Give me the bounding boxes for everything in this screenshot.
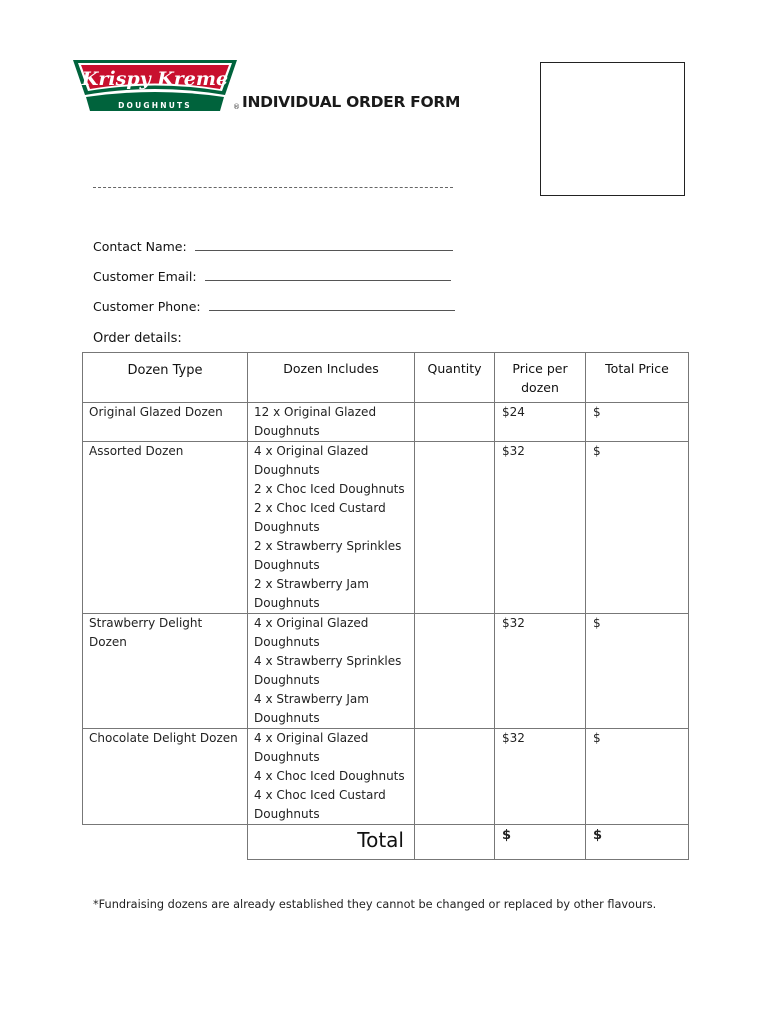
includes-line: Doughnuts — [254, 635, 320, 649]
form-title: INDIVIDUAL ORDER FORM — [242, 93, 461, 111]
krispy-kreme-logo — [70, 57, 240, 115]
includes-line: 4 x Choc Iced Custard — [254, 788, 386, 802]
dozen-type-cell: Strawberry Delight Dozen — [83, 614, 248, 729]
table-row — [83, 403, 689, 442]
includes-line: Doughnuts — [254, 520, 320, 534]
grand-total-symbol[interactable]: $ — [586, 825, 689, 860]
logo-sub-text: DOUGHNUTS — [118, 101, 192, 110]
header-price-per-dozen: Price per dozen — [495, 353, 586, 403]
contact-name-line[interactable] — [195, 240, 453, 251]
dozen-includes-cell — [248, 729, 415, 825]
total-blank-cell — [83, 825, 248, 860]
quantity-cell[interactable] — [415, 403, 495, 442]
price-cell: $32 — [495, 729, 586, 825]
table-row — [83, 614, 689, 729]
logo-brand-text: Krispy Kreme — [81, 68, 229, 90]
includes-line: Doughnuts — [254, 673, 320, 687]
includes-line: Doughnuts — [254, 807, 320, 821]
order-details-label: Order details: — [93, 331, 182, 346]
order-table — [82, 352, 689, 860]
total-label: Total — [248, 825, 415, 860]
contact-name-field[interactable] — [93, 239, 453, 254]
includes-line: Doughnuts — [254, 424, 320, 438]
customer-phone-line[interactable] — [209, 300, 455, 311]
includes-line: 2 x Strawberry Jam — [254, 577, 369, 591]
includes-line: 4 x Strawberry Jam — [254, 692, 369, 706]
dozen-includes-cell — [248, 442, 415, 614]
price-cell: $24 — [495, 403, 586, 442]
includes-line: Doughnuts — [254, 558, 320, 572]
quantity-cell[interactable] — [415, 614, 495, 729]
contact-name-label: Contact Name: — [93, 239, 187, 254]
includes-line: 4 x Choc Iced Doughnuts — [254, 769, 405, 783]
quantity-cell[interactable] — [415, 729, 495, 825]
table-header-row — [83, 353, 689, 403]
trademark-symbol: ® — [233, 103, 240, 111]
includes-line: 2 x Strawberry Sprinkles — [254, 539, 402, 553]
dashed-divider — [93, 187, 453, 188]
dozen-type-cell: Original Glazed Dozen — [83, 403, 248, 442]
includes-line: 4 x Strawberry Sprinkles — [254, 654, 402, 668]
price-cell: $32 — [495, 442, 586, 614]
total-price-cell[interactable]: $ — [586, 442, 689, 614]
includes-line: 2 x Choc Iced Custard — [254, 501, 386, 515]
total-price-symbol[interactable]: $ — [495, 825, 586, 860]
total-price-cell[interactable]: $ — [586, 729, 689, 825]
dozen-includes-cell — [248, 614, 415, 729]
footnote: *Fundraising dozens are already established they cannot be changed or replaced by other flavours. — [93, 898, 657, 911]
customer-phone-field[interactable] — [93, 299, 455, 314]
total-price-cell[interactable]: $ — [586, 403, 689, 442]
includes-line: Doughnuts — [254, 463, 320, 477]
header-dozen-includes: Dozen Includes — [248, 353, 415, 403]
quantity-cell[interactable] — [415, 442, 495, 614]
customer-phone-label: Customer Phone: — [93, 299, 201, 314]
total-quantity-cell[interactable] — [415, 825, 495, 860]
includes-line: 4 x Original Glazed — [254, 616, 369, 630]
table-row — [83, 729, 689, 825]
table-row — [83, 442, 689, 614]
total-row — [83, 825, 689, 860]
header-total-price: Total Price — [586, 353, 689, 403]
total-price-cell[interactable]: $ — [586, 614, 689, 729]
includes-line: 12 x Original Glazed — [254, 405, 377, 419]
customer-email-line[interactable] — [205, 270, 451, 281]
header-dozen-type: Dozen Type — [83, 353, 248, 403]
includes-line: 4 x Original Glazed — [254, 731, 369, 745]
price-cell: $32 — [495, 614, 586, 729]
dozen-type-cell: Chocolate Delight Dozen — [83, 729, 248, 825]
header-quantity: Quantity — [415, 353, 495, 403]
includes-line: 2 x Choc Iced Doughnuts — [254, 482, 405, 496]
includes-line: Doughnuts — [254, 750, 320, 764]
customer-email-label: Customer Email: — [93, 269, 197, 284]
customer-email-field[interactable] — [93, 269, 451, 284]
includes-line: Doughnuts — [254, 596, 320, 610]
photo-box — [540, 62, 685, 196]
dozen-includes-cell — [248, 403, 415, 442]
dozen-type-cell: Assorted Dozen — [83, 442, 248, 614]
includes-line: Doughnuts — [254, 711, 320, 725]
includes-line: 4 x Original Glazed — [254, 444, 369, 458]
